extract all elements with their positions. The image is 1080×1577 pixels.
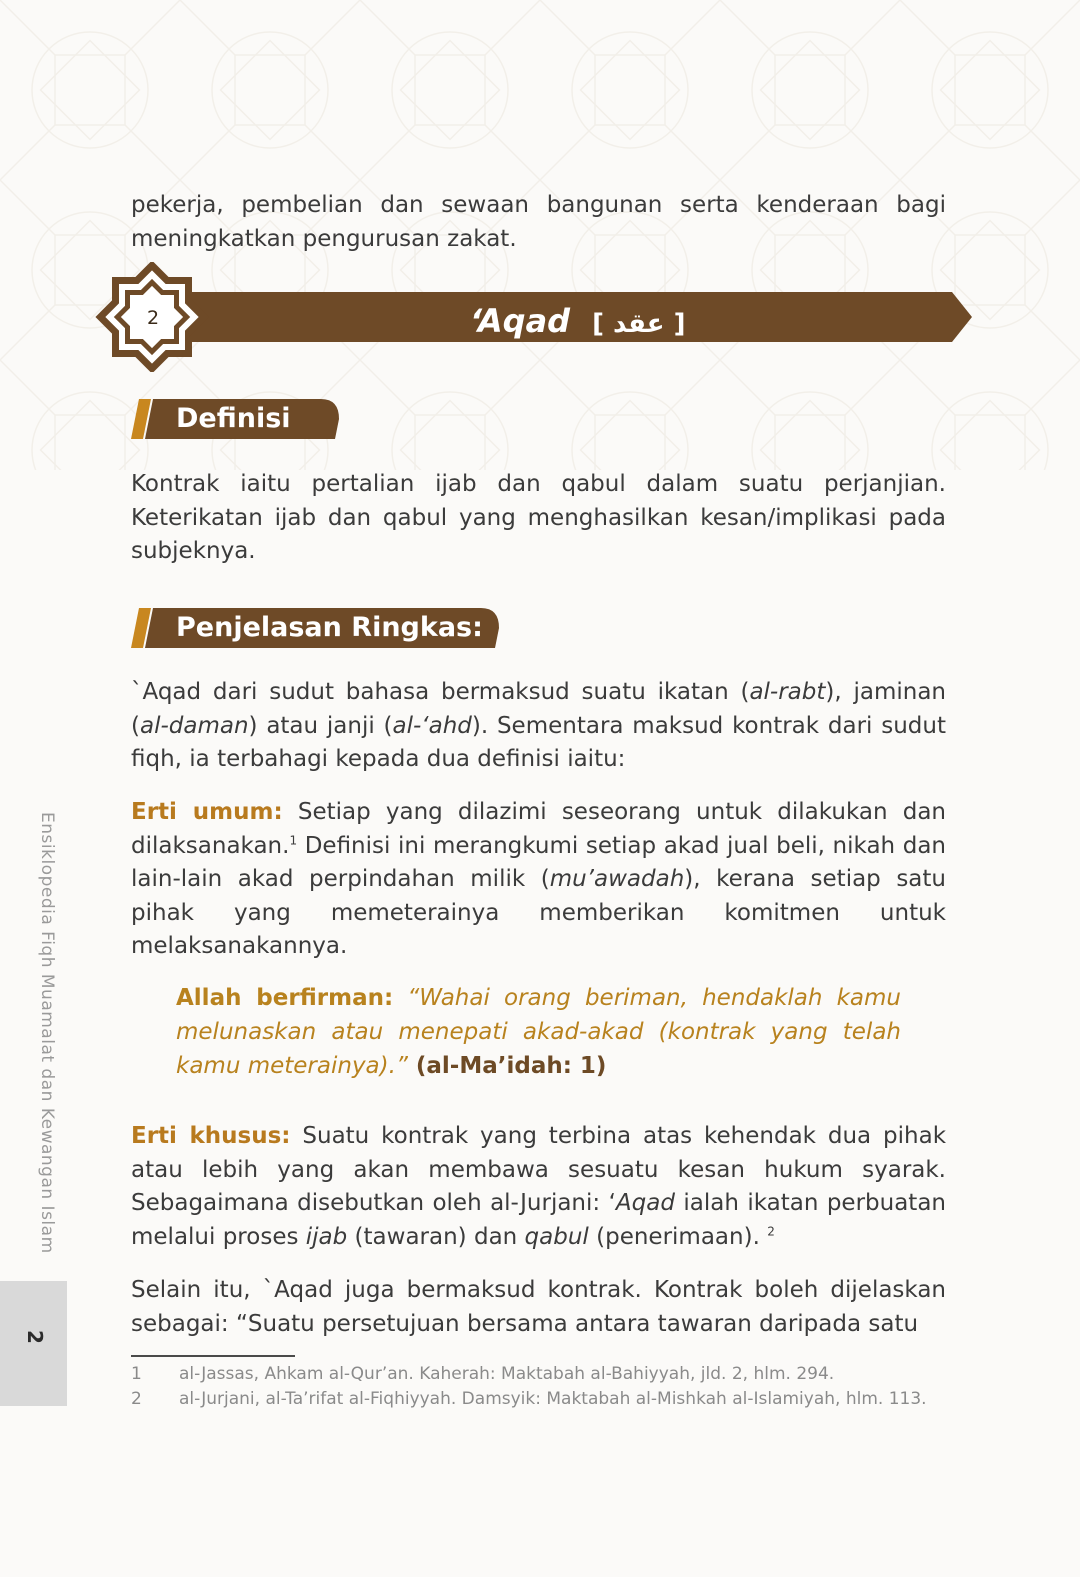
erti-umum-label: Erti umum: [131,799,283,825]
page-number: 2 [23,1330,47,1344]
quran-quote: Allah berfirman: “Wahai orang beriman, hendaklah kamu melunaskan atau menepati akad-akad (kontrak yang telah kamu meterainya).” (al-Ma’idah: 1) [176,985,902,1079]
definisi-paragraph: Kontrak iaitu pertalian ijab dan qabul dalam suatu perjanjian. Keterikatan ijab dan qabul yang menghasilkan kesan/implikasi pada subjeknya. [131,471,946,564]
section-title-latin: ‘Aqad [470,302,571,340]
definisi-heading-label: Definisi [176,403,291,434]
erti-umum-paragraph: Erti umum: Setiap yang dilazimi seseorang untuk dilakukan dan dilaksanakan.$^1$ Definisi ini merangkumi setiap akad jual beli, nikah dan lain-lain akad perpindahan milik (mu’awadah), kerana setiap satu pihak yang memeterainya memberikan komitmen untuk melaksanakannya. [131,799,947,959]
footnote-2: 2 al-Jurjani, al-Ta’rifat al-Fiqhiyyah. Damsyik: Maktabah al-Mishkah al-Islamiyah, hlm. 113. [131,1389,927,1409]
footnote-1: 1 al-Jassas, Ahkam al-Qur’an. Kaherah: Maktabah al-Bahiyyah, jld. 2, hlm. 294. [131,1364,835,1384]
penjelasan-heading [131,608,501,648]
footnote-ref-1: 1 [289,832,298,847]
section-title [470,298,685,344]
kontrak-paragraph: Selain itu, `Aqad juga bermaksud kontrak. Kontrak boleh dijelaskan sebagai: “Suatu persetujuan bersama antara tawaran daripada satu [131,1277,946,1337]
definisi-heading [131,399,341,439]
footnote-ref-2: 2 [767,1223,775,1238]
erti-khusus-label: Erti khusus: [131,1123,291,1149]
penjelasan-heading-label: Penjelasan Ringkas: [176,612,483,643]
intro-paragraph: pekerja, pembelian dan sewaan bangunan serta kenderaan bagi meningkatkan pengurusan zakat. [131,192,946,252]
bahasa-paragraph: `Aqad dari sudut bahasa bermaksud suatu ikatan (al-rabt), jaminan (al-daman) atau janji (al-‘ahd). Sementara maksud kontrak dari sudut fiqh, ia terbahagi kepada dua definisi iaitu: [131,679,946,772]
section-title-arabic: [ عقد ] [592,309,686,339]
quote-label: Allah berfirman: [176,985,394,1011]
quote-reference: (al-Ma’idah: 1) [407,1053,607,1079]
footnote-divider [131,1355,295,1357]
section-number: 2 [146,307,160,329]
book-title-vertical: Ensiklopedia Fiqh Muamalat dan Kewangan Islam [37,812,57,1254]
erti-khusus-paragraph: Erti khusus: Suatu kontrak yang terbina atas kehendak dua pihak atau lebih yang akan membawa sesuatu kesan hukum syarak. Sebagaimana disebutkan oleh al-Jurjani: ‘Aqad ialah ikatan perbuatan melalui proses ijab (tawaran) dan qabul (penerimaan). $^2$ [131,1123,947,1250]
